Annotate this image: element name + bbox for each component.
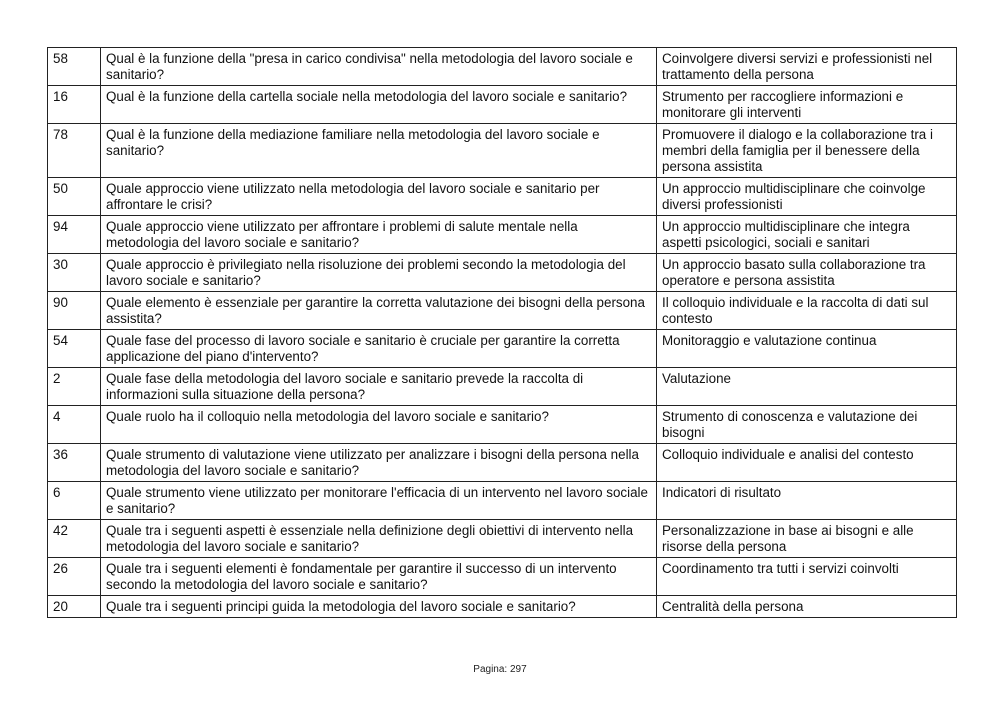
- question-number: 54: [48, 330, 101, 368]
- question-text: Qual è la funzione della mediazione familiare nella metodologia del lavoro sociale e sanitario?: [101, 124, 657, 178]
- question-number: 58: [48, 48, 101, 86]
- table-row: [48, 216, 957, 254]
- questions-table-body: [48, 48, 957, 618]
- question-number: 26: [48, 558, 101, 596]
- table-row: [48, 406, 957, 444]
- questions-table: [47, 47, 957, 618]
- question-number: 16: [48, 86, 101, 124]
- table-row: [48, 444, 957, 482]
- table-row: [48, 520, 957, 558]
- question-number: 50: [48, 178, 101, 216]
- answer-text: Personalizzazione in base ai bisogni e alle risorse della persona: [657, 520, 957, 558]
- question-number: 90: [48, 292, 101, 330]
- table-row: [48, 292, 957, 330]
- answer-text: Un approccio basato sulla collaborazione tra operatore e persona assistita: [657, 254, 957, 292]
- answer-text: Valutazione: [657, 368, 957, 406]
- answer-text: Indicatori di risultato: [657, 482, 957, 520]
- question-text: Quale tra i seguenti aspetti è essenziale nella definizione degli obiettivi di intervento nella metodologia del lavoro sociale e sanitario?: [101, 520, 657, 558]
- table-row: [48, 48, 957, 86]
- question-number: 4: [48, 406, 101, 444]
- answer-text: Colloquio individuale e analisi del contesto: [657, 444, 957, 482]
- table-row: [48, 178, 957, 216]
- question-text: Quale approccio è privilegiato nella risoluzione dei problemi secondo la metodologia del lavoro sociale e sanitario?: [101, 254, 657, 292]
- answer-text: Strumento per raccogliere informazioni e monitorare gli interventi: [657, 86, 957, 124]
- table-row: [48, 558, 957, 596]
- answer-text: Un approccio multidisciplinare che integra aspetti psicologici, sociali e sanitari: [657, 216, 957, 254]
- answer-text: Promuovere il dialogo e la collaborazione tra i membri della famiglia per il benessere della persona assistita: [657, 124, 957, 178]
- question-number: 2: [48, 368, 101, 406]
- question-text: Quale approccio viene utilizzato nella metodologia del lavoro sociale e sanitario per affrontare le crisi?: [101, 178, 657, 216]
- question-text: Qual è la funzione della cartella sociale nella metodologia del lavoro sociale e sanitario?: [101, 86, 657, 124]
- question-number: 42: [48, 520, 101, 558]
- question-text: Quale elemento è essenziale per garantire la corretta valutazione dei bisogni della persona assistita?: [101, 292, 657, 330]
- table-row: [48, 124, 957, 178]
- answer-text: Strumento di conoscenza e valutazione dei bisogni: [657, 406, 957, 444]
- question-text: Qual è la funzione della "presa in carico condivisa" nella metodologia del lavoro sociale e sanitario?: [101, 48, 657, 86]
- question-number: 30: [48, 254, 101, 292]
- table-row: [48, 482, 957, 520]
- question-number: 20: [48, 596, 101, 618]
- question-text: Quale tra i seguenti principi guida la metodologia del lavoro sociale e sanitario?: [101, 596, 657, 618]
- table-row: [48, 254, 957, 292]
- question-text: Quale approccio viene utilizzato per affrontare i problemi di salute mentale nella metodologia del lavoro sociale e sanitario?: [101, 216, 657, 254]
- question-number: 78: [48, 124, 101, 178]
- question-text: Quale strumento di valutazione viene utilizzato per analizzare i bisogni della persona nella metodologia del lavoro sociale e sanitario?: [101, 444, 657, 482]
- table-row: [48, 86, 957, 124]
- answer-text: Coordinamento tra tutti i servizi coinvolti: [657, 558, 957, 596]
- question-number: 6: [48, 482, 101, 520]
- table-row: [48, 368, 957, 406]
- question-number: 36: [48, 444, 101, 482]
- page-number-footer: Pagina: 297: [473, 664, 527, 675]
- answer-text: Centralità della persona: [657, 596, 957, 618]
- answer-text: Monitoraggio e valutazione continua: [657, 330, 957, 368]
- question-text: Quale ruolo ha il colloquio nella metodologia del lavoro sociale e sanitario?: [101, 406, 657, 444]
- question-text: Quale tra i seguenti elementi è fondamentale per garantire il successo di un intervento secondo la metodologia del lavoro sociale e sanitario?: [101, 558, 657, 596]
- question-number: 94: [48, 216, 101, 254]
- answer-text: Coinvolgere diversi servizi e professionisti nel trattamento della persona: [657, 48, 957, 86]
- question-text: Quale strumento viene utilizzato per monitorare l'efficacia di un intervento nel lavoro sociale e sanitario?: [101, 482, 657, 520]
- question-text: Quale fase della metodologia del lavoro sociale e sanitario prevede la raccolta di informazioni sulla situazione della persona?: [101, 368, 657, 406]
- table-row: [48, 596, 957, 618]
- answer-text: Il colloquio individuale e la raccolta di dati sul contesto: [657, 292, 957, 330]
- table-row: [48, 330, 957, 368]
- question-text: Quale fase del processo di lavoro sociale e sanitario è cruciale per garantire la corretta applicazione del piano d'intervento?: [101, 330, 657, 368]
- answer-text: Un approccio multidisciplinare che coinvolge diversi professionisti: [657, 178, 957, 216]
